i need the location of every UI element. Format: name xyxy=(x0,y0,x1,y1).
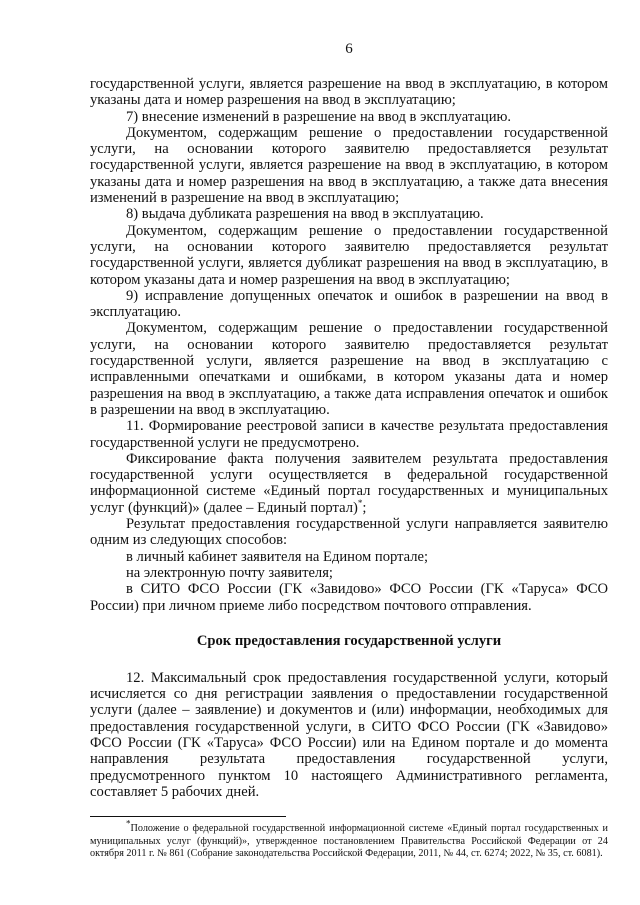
footnote-reference: * xyxy=(357,497,363,508)
list-item-8: 8) выдача дубликата разрешения на ввод в эксплуатацию. xyxy=(126,206,484,223)
list-item-7: 7) внесение изменений в разрешение на ввод в эксплуатацию. xyxy=(126,108,512,125)
footnote-divider xyxy=(90,816,286,817)
fixation-tail: ; xyxy=(362,499,367,516)
delivery-option: в личный кабинет заявителя на Едином портале; xyxy=(126,548,429,565)
paragraph: Результат предоставления государственной услуги направляется заявителю одним из следующих способов: xyxy=(90,516,608,549)
clause-12: 12. Максимальный срок предоставления государственной услуги, который исчисляется со дня регистрации заявления о предоставлении государственной услуги (далее – заявление) и документов и (или) информации, необходимых для предоставления государственной услуги, в СИТО ФСО России (ГК «Завидово» ФСО России (ГК «Таруса» ФСО России) или на Едином портале и до момента направления результата предоставления государственной услуги, предусмотренного пунктом 10 настоящего Административного регламента, составляет 5 рабочих дней. xyxy=(90,669,608,800)
delivery-option: на электронную почту заявителя; xyxy=(126,564,333,581)
section-body xyxy=(90,670,608,800)
fixation-text: Фиксирование факта получения заявителем результата предоставления государственной услуги осуществляется в федеральной государственной информационной системе «Единый портал государственных и муниципальных услуг (функций)» (далее – Единый портал) xyxy=(90,450,608,516)
clause-11: 11. Формирование реестровой записи в качестве результата предоставления государственной услуги не предусмотрено. xyxy=(90,418,608,451)
footnote-text: Положение о федеральной государственной информационной системе «Единый портал государственных и муниципальных услуг (функций)», утвержденное постановлением Правительства Российской Федерации от 24 октября 2011 г. № 861 (Собрание законодательства Российской Федерации, 2011, № 44, ст. 6274; 2022, № 35, ст. 6081). xyxy=(90,823,608,860)
section-heading: Срок предоставления государственной услуги xyxy=(196,632,502,649)
paragraph: Документом, содержащим решение о предоставлении государственной услуги, на основании которого заявителю предоставляется результат государственной услуги, является дубликат разрешения на ввод в эксплуатацию, в котором указаны дата и номер разрешения на ввод в эксплуатацию; xyxy=(90,222,608,288)
footnote xyxy=(90,818,608,861)
fixation-paragraph xyxy=(90,451,608,516)
paragraph: Документом, содержащим решение о предоставлении государственной услуги, на основании которого заявителю предоставляется результат государственной услуги, является разрешение на ввод в эксплуатацию с исправленными опечатками и ошибками, в котором указаны дата и номер разрешения на ввод в эксплуатацию, а также дата исправления опечаток и ошибок в разрешении на ввод в эксплуатацию. xyxy=(90,320,608,418)
paragraph: Документом, содержащим решение о предоставлении государственной услуги, на основании которого заявителю предоставляется результат государственной услуги, является разрешение на ввод в эксплуатацию, в котором указаны дата и номер разрешения на ввод в эксплуатацию, а также дата внесения изменений в разрешение на ввод в эксплуатацию; xyxy=(90,124,608,207)
list-item-9: 9) исправление допущенных опечаток и ошибок в разрешении на ввод в эксплуатацию. xyxy=(90,287,608,321)
page-number: 6 xyxy=(345,41,353,57)
document-body xyxy=(90,76,608,614)
paragraph: государственной услуги, является разрешение на ввод в эксплуатацию, в котором указаны дата и номер разрешения на ввод в эксплуатацию; xyxy=(90,76,608,109)
document-page xyxy=(90,40,608,861)
footnote-text-block xyxy=(90,818,608,861)
delivery-option: в СИТО ФСО России (ГК «Завидово» ФСО России (ГК «Таруса» ФСО России) при личном приеме либо посредством почтового отправления. xyxy=(90,581,608,614)
footnote-marker: * xyxy=(126,818,131,829)
